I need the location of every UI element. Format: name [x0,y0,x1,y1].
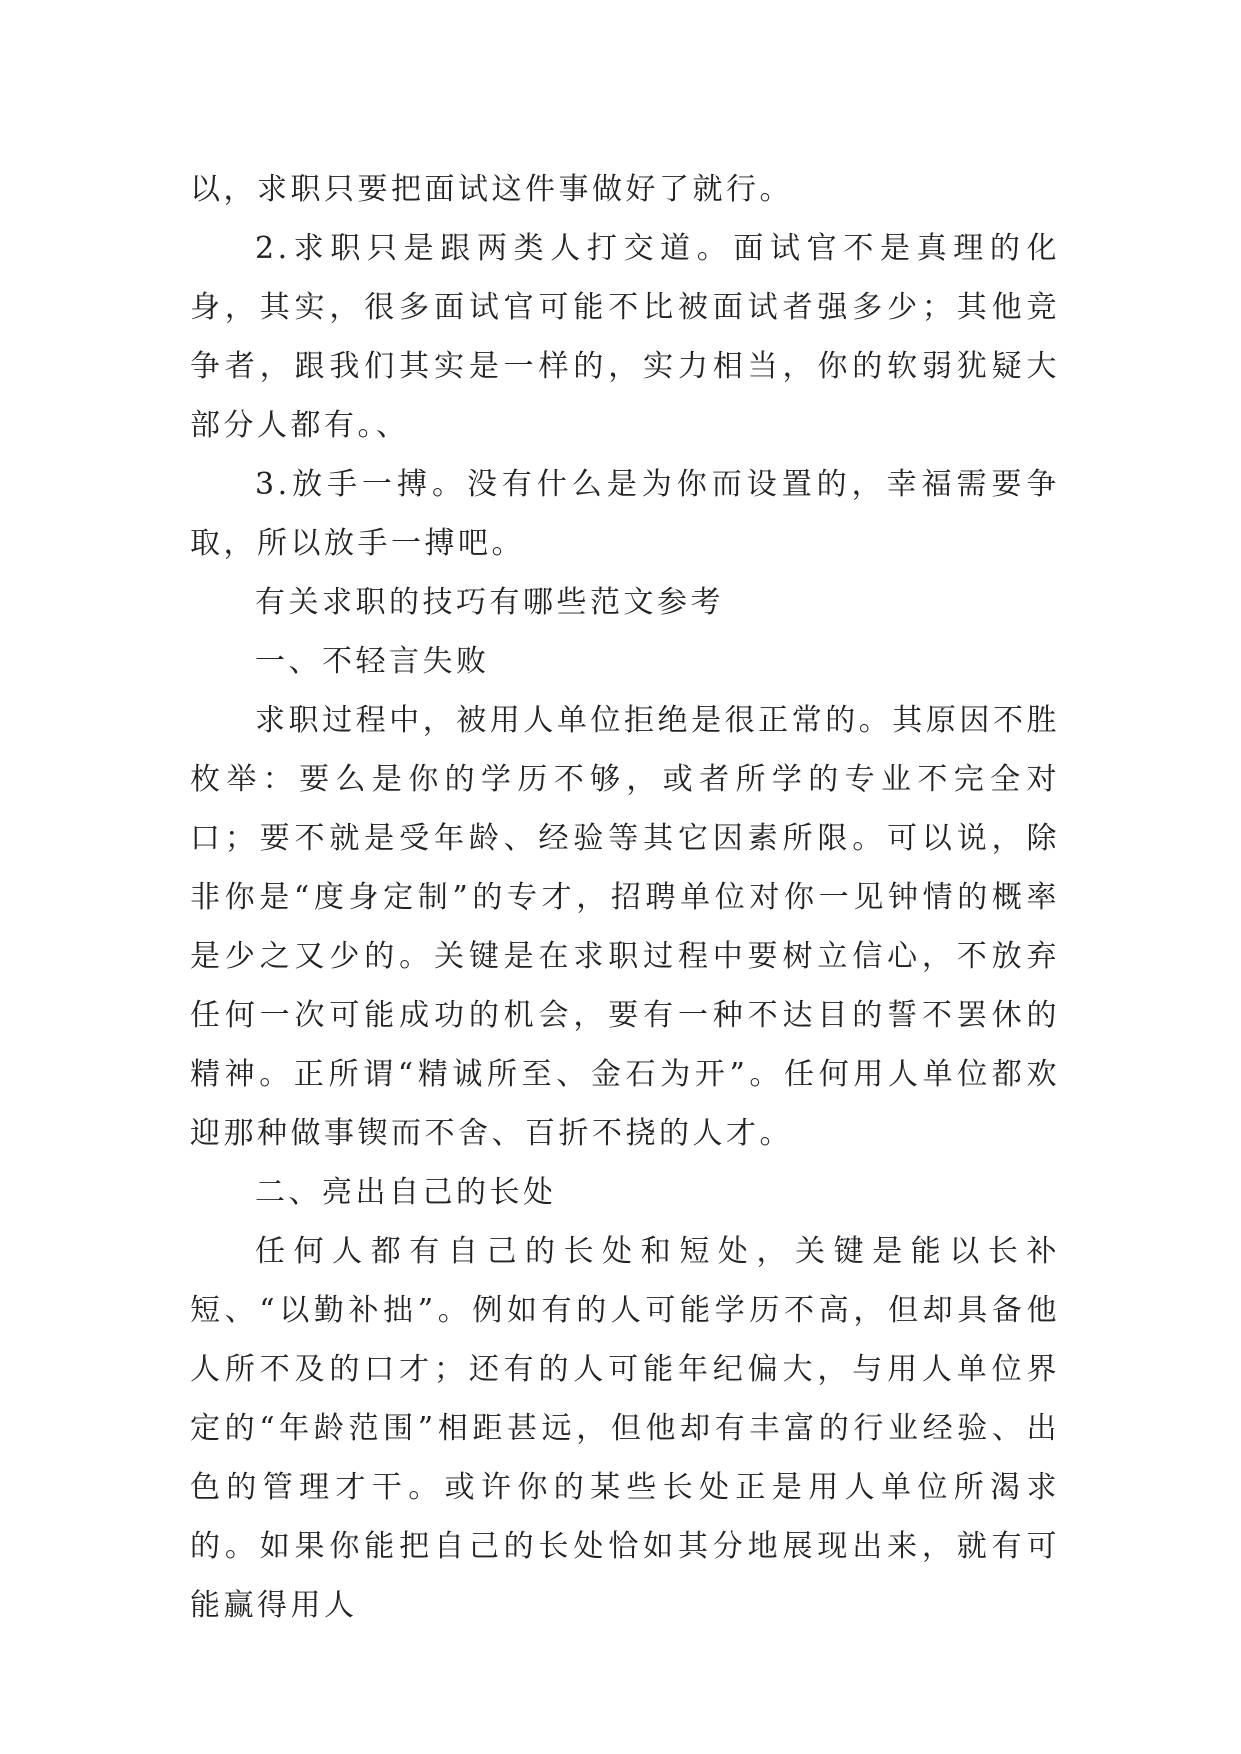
paragraph-continuation: 以，求职只要把面试这件事做好了就行。 [190,172,793,207]
paragraph-heading-1-body: 求职过程中，被用人单位拒绝是很正常的。其原因不胜枚举：要么是你的学历不够，或者所学的专业不完全对口；要不就是受年龄、经验等其它因素所限。可以说，除非你是“度身定制”的专才，招聘单位对你一见钟情的概率是少之又少的。关键是在求职过程中要树立信心，不放弃任何一次可能成功的机会，要有一种不达目的誓不罢休的精神。正所谓“精诚所至、金石为开”。任何用人单位都欢迎那种做事锲而不舍、百折不挠的人才。 [190,703,1060,1151]
paragraph-point-3: 3.放手一搏。没有什么是为你而设置的，幸福需要争取，所以放手一搏吧。 [190,467,1060,561]
heading-2: 二、亮出自己的长处 [255,1175,557,1210]
heading-1: 一、不轻言失败 [255,644,490,679]
document-body [190,160,1060,1635]
paragraph-heading-2-body: 任何人都有自己的长处和短处，关键是能以长补短、“以勤补拙”。例如有的人可能学历不高，但却具备他人所不及的口才；还有的人可能年纪偏大，与用人单位界定的“年龄范围”相距甚远，但他却有丰富的行业经验、出色的管理才干。或许你的某些长处正是用人单位所渴求的。如果你能把自己的长处恰如其分地展现出来，就有可能赢得用人 [190,1234,1060,1623]
paragraph-point-2: 2.求职只是跟两类人打交道。面试官不是真理的化身，其实，很多面试官可能不比被面试者强多少；其他竞争者，跟我们其实是一样的，实力相当，你的软弱犹疑大部分人都有。、 [190,231,1060,443]
section-title: 有关求职的技巧有哪些范文参考 [255,585,724,620]
